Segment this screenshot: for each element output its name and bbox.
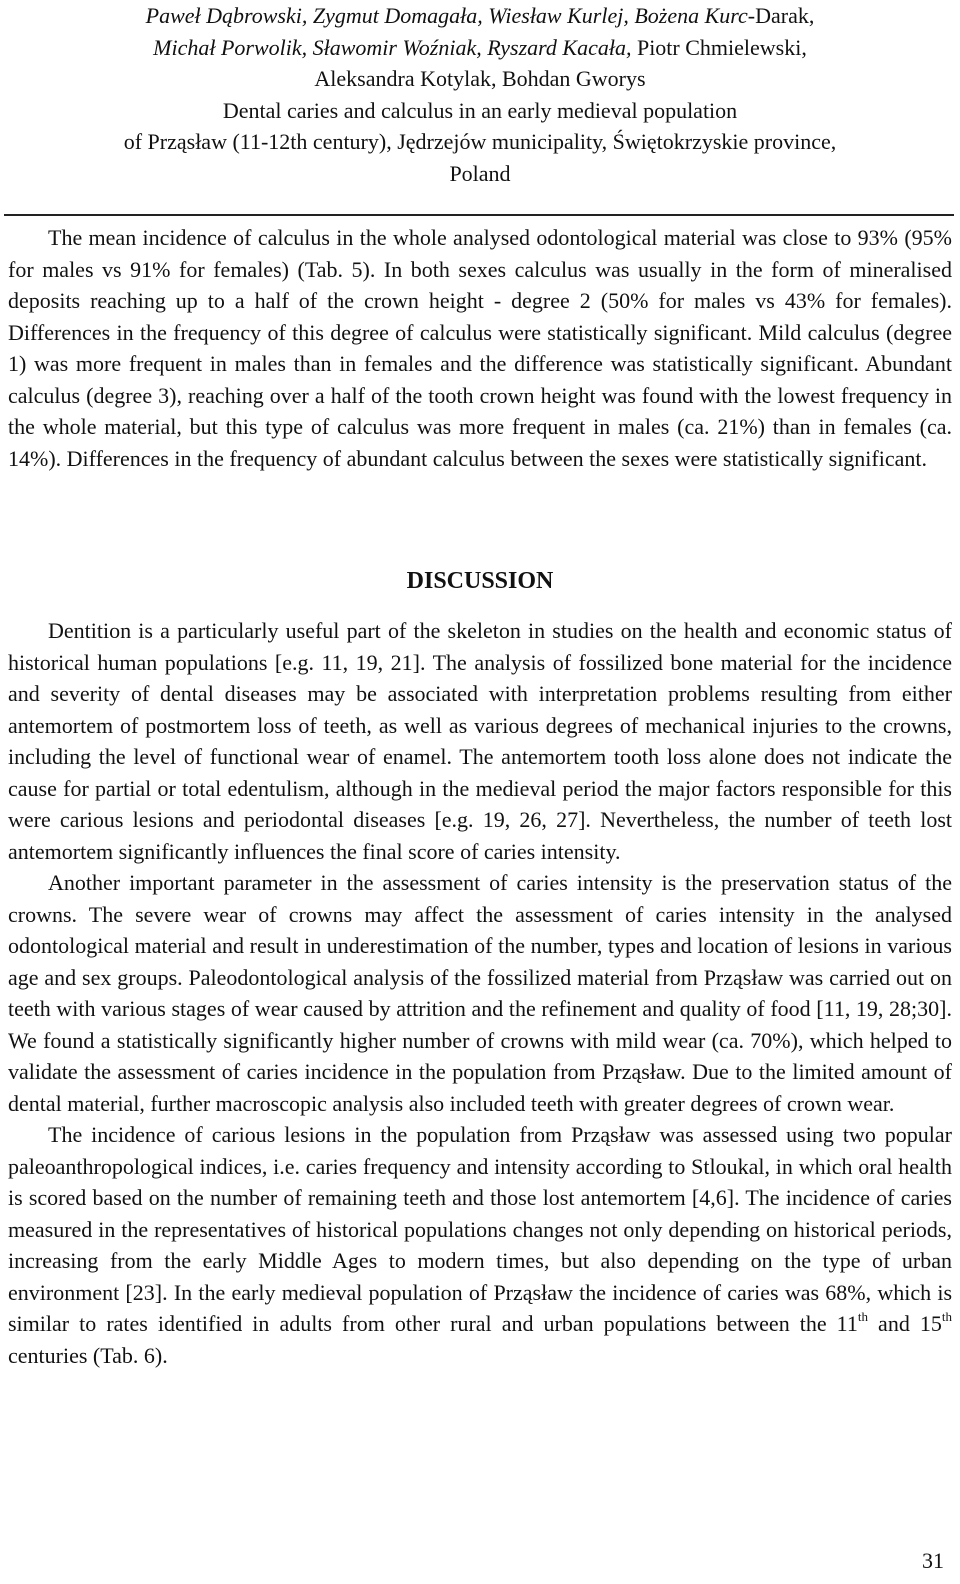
- discussion-heading: DISCUSSION: [406, 568, 554, 594]
- header-divider: [4, 214, 954, 216]
- title-line-1: Dental caries and calculus in an early medieval population: [222, 97, 738, 123]
- running-header: [0, 0, 960, 189]
- discussion-paragraph-2: Another important parameter in the assessment of caries intensity is the preservation status of the crowns. The severe wear of crowns may affect the assessment of caries intensity in the analysed odontological material and result in underestimation of the number, types and location of lesions in various age and sex groups. Paleodontological analysis of the fossilized material from Prząsław was carried out on teeth with various stages of wear caused by attrition and the refinement and quality of food [11, 19, 28;30]. We found a statistically significantly higher number of crowns with mild wear (ca. 70%), which helped to validate the assessment of caries incidence in the population from Prząsław. Due to the limited amount of dental material, further macroscopic analysis also included teeth with greater degrees of crown wear.: [8, 870, 952, 1116]
- page-number: 31: [922, 1548, 944, 1573]
- superscript-th: th: [857, 1308, 868, 1324]
- authors-line-2: Michał Porwolik, Sławomir Woźniak, Ryszard Kacała, Piotr Chmielewski,: [153, 34, 807, 60]
- discussion-paragraph-3: The incidence of carious lesions in the population from Prząsław was assessed using two popular paleoanthropological indices, i.e. caries frequency and intensity according to Stloukal, in which oral health is scored based on the number of remaining teeth and those lost antemortem [4,6]. The incidence of caries measured in the representatives of historical populations changes not only depending on historical periods, increasing from the early Middle Ages to modern times, but also depending on the type of urban environment [23]. In the early medieval population of Prząsław the incidence of caries was 68%, which is similar to rates identified in adults from other rural and urban populations between the 11th and 15th centuries (Tab. 6).: [8, 1122, 953, 1368]
- authors-line-3: Aleksandra Kotylak, Bohdan Gworys: [314, 66, 646, 91]
- calculus-paragraph: The mean incidence of calculus in the whole analysed odontological material was close to 93% (95% for males vs 91% for females) (Tab. 5). In both sexes calculus was usually in the form of mineralised deposits reaching up to a half of the crown height - degree 2 (50% for males vs 43% for females). Differences in the frequency of this degree of calculus were statistically significant. Mild calculus (degree 1) was more frequent in males than in females and the difference was statistically significant. Abundant calculus (degree 3), reaching over a half of the tooth crown height was found with the lowest frequency in the whole material, but this type of calculus was more frequent in males (ca. 21%) than in females (ca. 14%). Differences in the frequency of abundant calculus between the sexes were statistically significant.: [8, 225, 952, 471]
- title-line-2: of Prząsław (11-12th century), Jędrzejów municipality, Świętokrzyskie province,: [123, 129, 837, 154]
- discussion-section: [8, 615, 952, 1371]
- title-line-3: Poland: [449, 160, 511, 186]
- calculus-section: [8, 222, 952, 474]
- discussion-paragraph-1: Dentition is a particularly useful part of the skeleton in studies on the health and economic status of historical human populations [e.g. 11, 19, 21]. The analysis of fossilized bone material for the incidence and severity of dental diseases may be associated with interpretation problems resulting from either antemortem of postmortem loss of teeth, as well as various degrees of mechanical injuries to the crowns, including the level of functional wear of enamel. The antemortem tooth loss alone does not indicate the cause for partial or total edentulism, although in the medieval period the major factors responsible for this were carious lesions and periodontal diseases [e.g. 19, 26, 27]. Nevertheless, the number of teeth lost antemortem significantly influences the final score of caries intensity.: [8, 618, 952, 864]
- authors-line-1: Paweł Dąbrowski, Zygmut Domagała, Wiesław Kurlej, Bożena Kurc-Darak,: [145, 3, 815, 28]
- superscript-th: th: [941, 1308, 953, 1324]
